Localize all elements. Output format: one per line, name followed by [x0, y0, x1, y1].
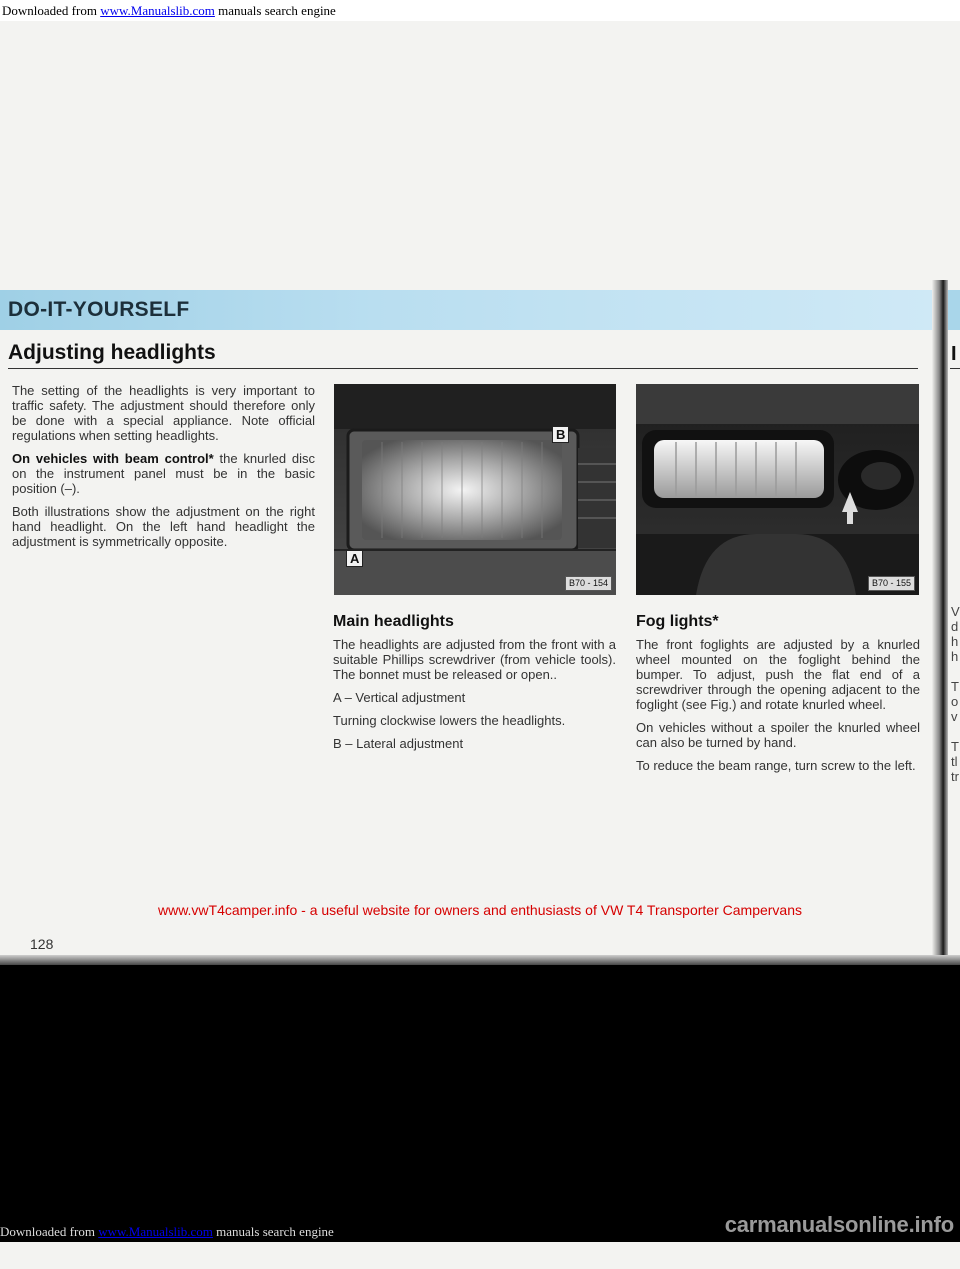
bottom-banner-suffix: manuals search engine — [212, 1224, 334, 1239]
carmanualsonline-watermark: carmanualsonline.info — [724, 1212, 954, 1237]
edge-letter — [951, 664, 960, 679]
edge-letter: T — [951, 739, 959, 754]
edge-letter: h — [951, 649, 959, 664]
page-heading: Adjusting headlights — [8, 341, 216, 364]
foglight-figure — [636, 384, 919, 595]
top-banner-prefix: Downloaded from — [2, 3, 101, 18]
main-headlights-title: Main headlights — [333, 613, 454, 630]
bottom-download-banner — [0, 1224, 334, 1240]
bottom-banner-prefix: Downloaded from — [0, 1224, 99, 1239]
edge-letter — [951, 724, 960, 739]
book-gutter — [932, 280, 948, 980]
lateral-adjustment-label: B – Lateral adjustment — [333, 736, 464, 751]
fog-lights-text: The front foglights are adjusted by a knurled wheel mounted on the foglight behind the bumper. To adjust, push the flat end of a screwdriver through the opening adjacent to the foglight (see Fig.) and rotate knurled wheel. — [636, 637, 920, 712]
edge-letter: V — [951, 604, 960, 619]
beam-control-bold: On vehicles with beam control* — [12, 451, 214, 466]
foglight-illustration — [636, 384, 919, 595]
scan-background — [0, 965, 960, 1242]
edge-letter: o — [951, 694, 959, 709]
section-title: DO-IT-YOURSELF — [8, 298, 190, 321]
label-a: A — [346, 550, 363, 567]
edge-letter: v — [951, 709, 958, 724]
top-download-banner — [0, 0, 960, 21]
page-number: 128 — [30, 936, 54, 952]
fog-lights-column — [636, 614, 920, 781]
intro-column — [12, 383, 315, 557]
edge-letter: h — [951, 634, 959, 649]
edge-letter: d — [951, 619, 959, 634]
figure-ref-154: B70 - 154 — [565, 576, 612, 591]
footer-website-note: www.vwT4camper.info - a useful website for owners and enthusiasts of VW T4 Transporter Campervans — [157, 902, 803, 918]
label-b: B — [552, 426, 569, 443]
heading-rule-next-page — [950, 368, 960, 369]
next-page-edge-text — [951, 604, 960, 784]
illustration-note: Both illustrations show the adjustment on the right hand headlight. On the left hand headlight the adjustment is symmetrically opposite. — [12, 504, 315, 549]
heading-rule — [8, 368, 918, 369]
beam-control-text: the knurled disc on the instrument panel must be in the basic position (–). — [12, 451, 315, 496]
top-banner-suffix: manuals search engine — [214, 3, 336, 18]
main-headlights-column — [333, 614, 616, 759]
figure-ref-155: B70 - 155 — [868, 576, 915, 591]
bottom-banner-link[interactable]: www.Manualslib.com — [98, 1224, 213, 1239]
fog-lights-title: Fog lights* — [636, 613, 719, 630]
section-bar-next-page — [948, 290, 960, 330]
headlight-illustration — [334, 384, 616, 595]
edge-letter: tl — [951, 754, 958, 769]
beam-range-note: To reduce the beam range, turn screw to the left. — [636, 758, 916, 773]
edge-letter: T — [951, 679, 959, 694]
next-page-heading-letter: I — [951, 343, 957, 365]
vertical-adjustment-label: A – Vertical adjustment — [333, 690, 466, 705]
main-headlights-text: The headlights are adjusted from the front with a suitable Phillips screwdriver (from vehicle tools). The bonnet must be released or open.. — [333, 637, 616, 682]
beam-control-paragraph — [12, 451, 315, 496]
top-banner-link[interactable]: www.Manualslib.com — [100, 3, 215, 18]
clockwise-note: Turning clockwise lowers the headlights. — [333, 713, 566, 728]
headlight-figure — [334, 384, 616, 595]
edge-letter: tr — [951, 769, 959, 784]
no-spoiler-note: On vehicles without a spoiler the knurled wheel can also be turned by hand. — [636, 720, 920, 750]
intro-paragraph: The setting of the headlights is very important to traffic safety. The adjustment should therefore only be done with a special appliance. Note official regulations when setting headlights. — [12, 383, 315, 443]
